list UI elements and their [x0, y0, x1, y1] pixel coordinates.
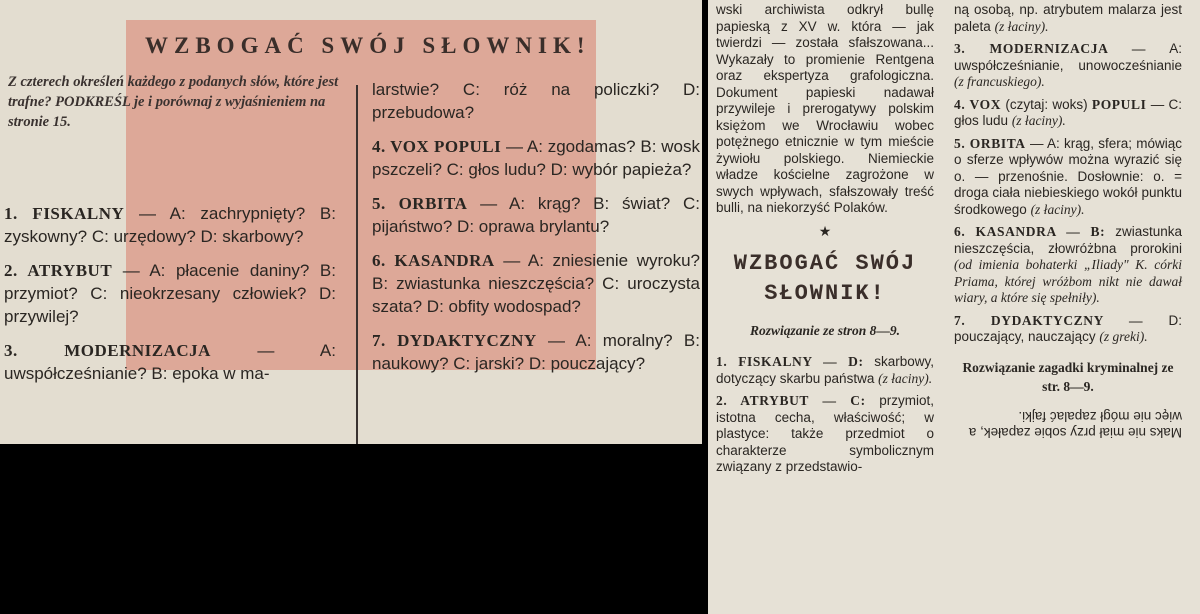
quiz-column-1: [4, 202, 336, 396]
answer-3: 3. MODERNIZACJA — A: uwspółcześnianie, unowocześnianie (z francuskiego).: [954, 41, 1182, 89]
question-3: 3. MODERNIZACJA — A: uwspółcześnianie? B: epoka w ma-: [4, 341, 336, 383]
answer-6: 6. KASANDRA — B: zwiastunka nieszczęścia, złowróżbna prorokini (od imienia bohaterki „Iliady" K. córki Priama, której wróżbom nikt nie dawał wiary, a które się spełniły).: [954, 224, 1182, 305]
answer-2-cont: ną osobą, np. atrybutem malarza jest paleta (z łaciny).: [954, 2, 1182, 34]
column-divider: [356, 85, 358, 444]
answers-subtitle: Rozwiązanie ze stron 8—9.: [749, 323, 901, 338]
riddle-solution-heading: Rozwiązanie zagadki kryminalnej ze str. 8—9.: [962, 359, 1174, 394]
answers-column-2: [954, 2, 1182, 440]
question-1: 1. FISKALNY — A: zachrypnięty? B: zyskowny? C: urzędowy? D: skarbowy?: [4, 204, 336, 246]
quiz-intro: Z czterech określeń każdego z podanych słów, które jest trafne? PODKREŚL je i porównaj z wyjaśnieniem na stronie 15.: [8, 74, 339, 130]
riddle-solution-upside-down: Maks nie miał przy sobie zapałek, a więc nie mógł zapalać fajki.: [968, 408, 1182, 440]
quiz-panel: [0, 0, 702, 444]
question-4: 4. VOX POPULI — A: zgodamas? B: wosk pszczeli? C: głos ludu? D: wybór papieża?: [372, 137, 700, 179]
answers-title: WZBOGAĆ SWÓJ SŁOWNIK!: [733, 251, 917, 306]
answer-1: 1. FISKALNY — D: skarbowy, dotyczący skarbu państwa (z łaciny).: [716, 354, 934, 386]
question-7: 7. DYDAKTYCZNY — A: moralny? B: naukowy? C: jarski? D: pouczający?: [372, 331, 700, 373]
answer-5: 5. ORBITA — A: krąg, sfera; mówiąc o sferze wpływów można wyrazić się o. — przenośnie. Dosłownie: o. = droga ciała niebieskiego wokół punktu środkowego (z łaciny).: [954, 135, 1182, 217]
quiz-column-2: [372, 78, 700, 386]
question-3-cont: larstwie? C: róż na policzki? D: przebudowa?: [372, 80, 700, 122]
answer-7: 7. DYDAKTYCZNY — D: pouczający, nauczający (z greki).: [954, 312, 1182, 344]
answer-2: 2. ATRYBUT — C: przymiot, istotna cecha, właściwość; w plastyce: także przedmiot o charakterze symbolicznym związany z przedstawio-: [716, 393, 934, 474]
question-6: 6. KASANDRA — A: zniesienie wyroku? B: zwiastunka nieszczęścia? C: uroczysta szata? D: obfity wodospad?: [372, 251, 700, 316]
question-2: 2. ATRYBUT — A: płacenie daniny? B: przymiot? C: nieokrzesany człowiek? D: przywilej?: [4, 261, 336, 326]
answer-4: 4. VOX (czytaj: woks) POPULI — C: głos ludu (z łaciny).: [954, 96, 1182, 128]
question-5: 5. ORBITA — A: krąg? B: świat? C: pijaństwo? D: oprawa brylantu?: [372, 194, 700, 236]
star-separator: ★: [818, 222, 832, 239]
article-text: wski archiwista odkrył bullę papieską z XV w. która — jak twierdzi — została sfałszowana... Wykazały to promienie Rentgena oraz ekspertyza grafologiczna. Dokument papieski nadawał przywileje i prerogatywy polskim księżom we Wrocławiu wobec potężnego etnicznie w tym mieście żywiołu polskiego. Niemieckie władze kościelne zagrożone w swych wpływach, sfałszowały treść bulli, na niekorzyść Polaków.: [716, 2, 934, 215]
quiz-title: WZBOGAĆ SWÓJ SŁOWNIK!: [145, 33, 591, 58]
answers-panel: [708, 0, 1200, 614]
answers-column-1: [716, 2, 934, 482]
